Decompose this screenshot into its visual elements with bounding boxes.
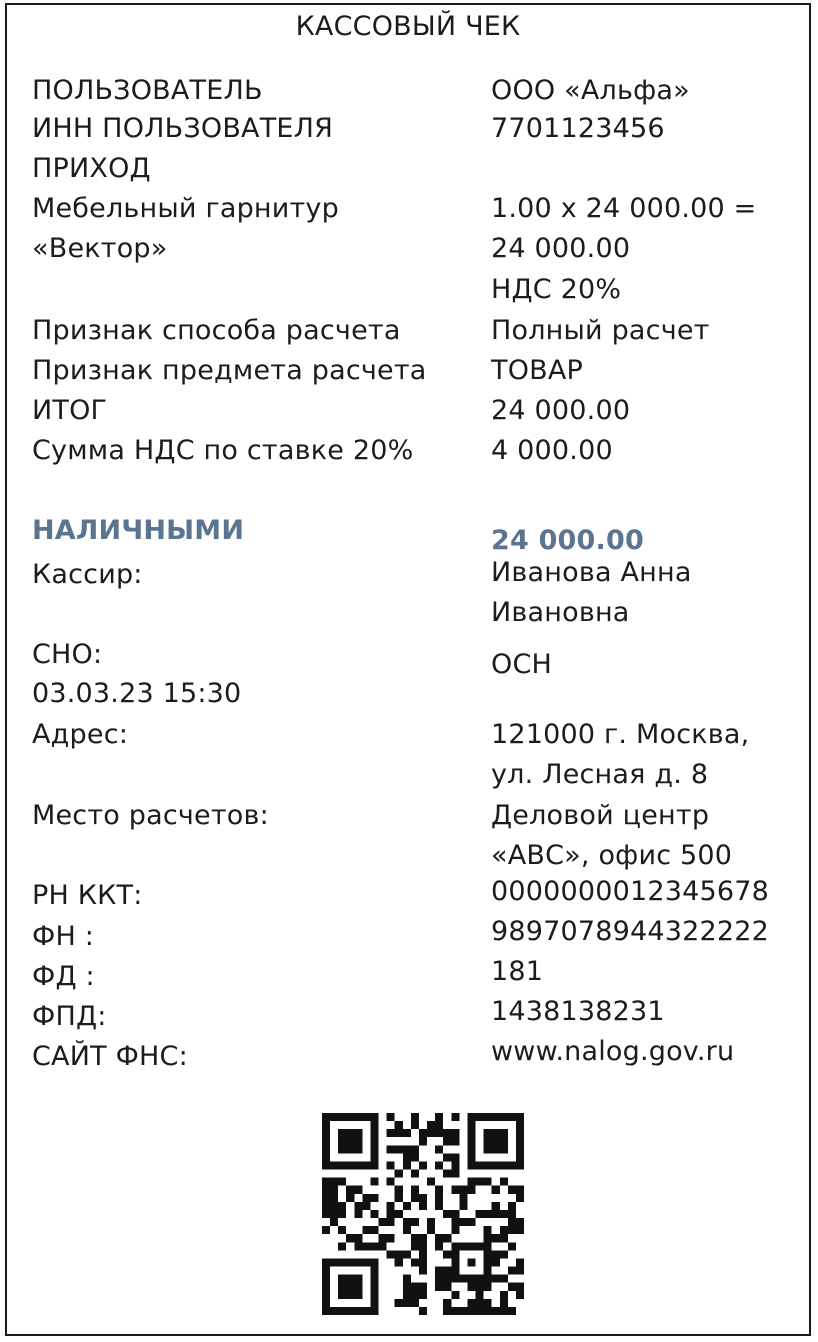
- cash-value: 24 000.00: [491, 525, 644, 556]
- cashier-label: Кассир:: [32, 559, 143, 590]
- item-name-line1: Мебельный гарнитур: [32, 193, 339, 224]
- fns-site-label: САЙТ ФНС:: [32, 1041, 188, 1072]
- fns-site-value: www.nalog.gov.ru: [491, 1036, 735, 1067]
- fn-label: ФН :: [32, 921, 95, 952]
- place-line2: «АВС», офис 500: [491, 840, 733, 871]
- total-value: 24 000.00: [491, 395, 631, 426]
- payment-subject-value: ТОВАР: [491, 355, 584, 386]
- place-line1: Деловой центр: [491, 800, 710, 831]
- address-label: Адрес:: [32, 719, 129, 750]
- place-label: Место расчетов:: [32, 800, 269, 831]
- fd-label: ФД :: [32, 961, 95, 992]
- payment-method-value: Полный расчет: [491, 315, 710, 346]
- payment-subject-label: Признак предмета расчета: [32, 355, 427, 386]
- inn-label: ИНН ПОЛЬЗОВАТЕЛЯ: [32, 113, 334, 144]
- qr-code-icon: [322, 1113, 524, 1315]
- user-value: ООО «Альфа»: [491, 75, 690, 106]
- cash-label: НАЛИЧНЫМИ: [32, 515, 245, 546]
- payment-method-label: Признак способа расчета: [32, 315, 401, 346]
- operation-type: ПРИХОД: [32, 153, 151, 184]
- item-name-line2: «Вектор»: [32, 233, 168, 264]
- sno-label: СНО:: [32, 639, 103, 670]
- receipt-title: КАССОВЫЙ ЧЕК: [295, 11, 521, 42]
- fd-value: 181: [491, 956, 544, 987]
- user-label: ПОЛЬЗОВАТЕЛЬ: [32, 75, 263, 106]
- cashier-line2: Ивановна: [491, 597, 630, 628]
- fpd-value: 1438138231: [491, 996, 665, 1027]
- inn-value: 7701123456: [491, 113, 665, 144]
- fpd-label: ФПД:: [32, 1001, 107, 1032]
- rn-kkt-label: РН ККТ:: [32, 880, 143, 911]
- cashier-line1: Иванова Анна: [491, 557, 692, 588]
- vat-sum-label: Сумма НДС по ставке 20%: [32, 435, 414, 466]
- total-label: ИТОГ: [32, 395, 108, 426]
- receipt-datetime: 03.03.23 15:30: [32, 678, 242, 709]
- item-calc-line1: 1.00 x 24 000.00 =: [491, 193, 757, 224]
- address-line2: ул. Лесная д. 8: [491, 759, 709, 790]
- item-calc-line2: 24 000.00: [491, 233, 631, 264]
- address-line1: 121000 г. Москва,: [491, 719, 750, 750]
- fn-value: 9897078944322222: [491, 916, 770, 947]
- rn-kkt-value: 0000000012345678: [491, 876, 770, 907]
- cash-receipt: [5, 3, 811, 1336]
- vat-sum-value: 4 000.00: [491, 435, 613, 466]
- item-vat: НДС 20%: [491, 274, 622, 305]
- sno-value: ОСН: [491, 649, 553, 680]
